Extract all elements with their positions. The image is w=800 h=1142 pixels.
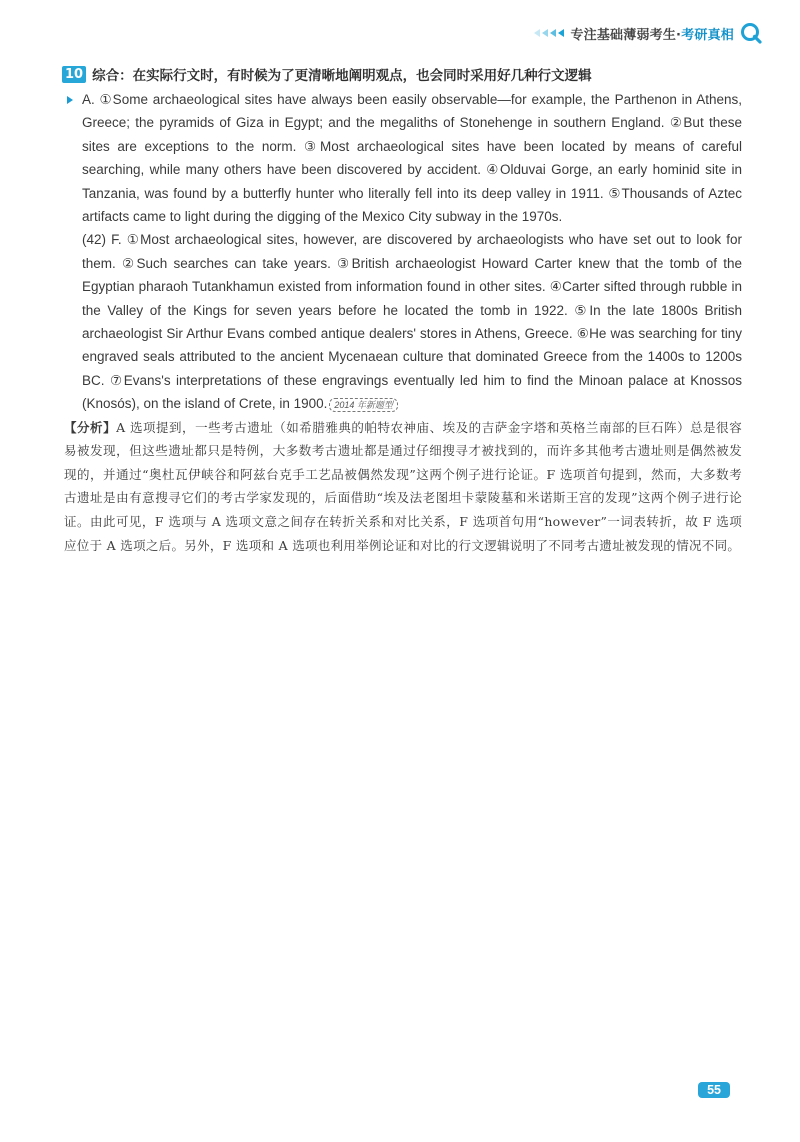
header-title (570, 24, 734, 43)
analysis (64, 416, 742, 558)
section-number-badge: 10 (62, 66, 86, 83)
passage (64, 88, 742, 416)
passage-f (82, 228, 742, 415)
header-title-main: 专注基础薄弱考生· (570, 27, 682, 43)
page-number: 55 (698, 1082, 730, 1098)
triangle-bullet-icon (67, 96, 73, 104)
content (64, 88, 742, 557)
analysis-label: 【分析】 (64, 419, 117, 435)
magnifier-q-icon (740, 22, 762, 44)
section-title: 综合：在实际行文时，有时候为了更清晰地阐明观点，也会同时采用好几种行文逻辑 (92, 68, 592, 84)
passage-a: A. ①Some archaeological sites have always been easily observable—for example, the Parthenon in Athens, Greece; the pyramids of Giza in Egypt; and the megaliths of Stonehenge in southern England. ②But these sites are exceptions to the norm. ③Most archaeological sites have been located by means of careful searching, while many others have been discovered by accident. ④Olduvai Gorge, an early hominid site in Tanzania, was found by a butterfly hunter who literally fell into its deep valley in 1911. ⑤Thousands of Aztec artifacts came to light during the digging of the Mexico City subway in the 1970s. (82, 92, 742, 225)
arrows-decoration-icon (532, 29, 564, 37)
analysis-text: A 选项提到，一些考古遗址（如希腊雅典的帕特农神庙、埃及的吉萨金字塔和英格兰南部的巨石阵）总是很容易被发现，但这些遗址都只是特例，大多数考古遗址都是通过仔细搜寻才被找到的，而许多其他考古遗址则是偶然被发现的，并通过“奥杜瓦伊峡谷和阿兹台克手工艺品被偶然发现”这两个例子进行论证。F 选项首句提到，然而，大多数考古遗址是由有意搜寻它们的考古学家发现的，后面借助“埃及法老图坦卡蒙陵墓和米诺斯王宫的发现”这两个例子进行论证。由此可见，F 选项与 A 选项文意之间存在转折关系和对比关系，F 选项首句用“however”一词表转折，故 F 选项应位于 A 选项之后。另外，F 选项和 A 选项也利用举例论证和对比的行文逻辑说明了不同考古遗址被发现的情况不同。 (64, 419, 743, 553)
section-heading (62, 64, 592, 84)
page-header (532, 20, 762, 46)
passage-f-text: (42) F. ①Most archaeological sites, however, are discovered by archaeologists who have set out to look for them. ②Such searches can take years. ③British archaeologist Howard Carter knew that the tomb of the Egyptian pharaoh Tutankhamun existed from information found in other sites. ④Carter sifted through rubble in the Valley of the Kings for seven years before he located the tomb in 1922. ⑤In the late 1800s British archaeologist Sir Arthur Evans combed antique dealers' stores in Athens, Greece. ⑥He was searching for tiny engraved seals attributed to the ancient Mycenaean culture that dominated Greece from the 1400s to 1200s BC. ⑦Evans's interpretations of these engravings eventually led him to find the Minoan palace at Knossos (Knosós), on the island of Crete, in 1900. (82, 232, 742, 412)
year-tag: 2014 年新题型 (329, 398, 398, 412)
header-title-accent: 考研真相 (681, 27, 734, 43)
